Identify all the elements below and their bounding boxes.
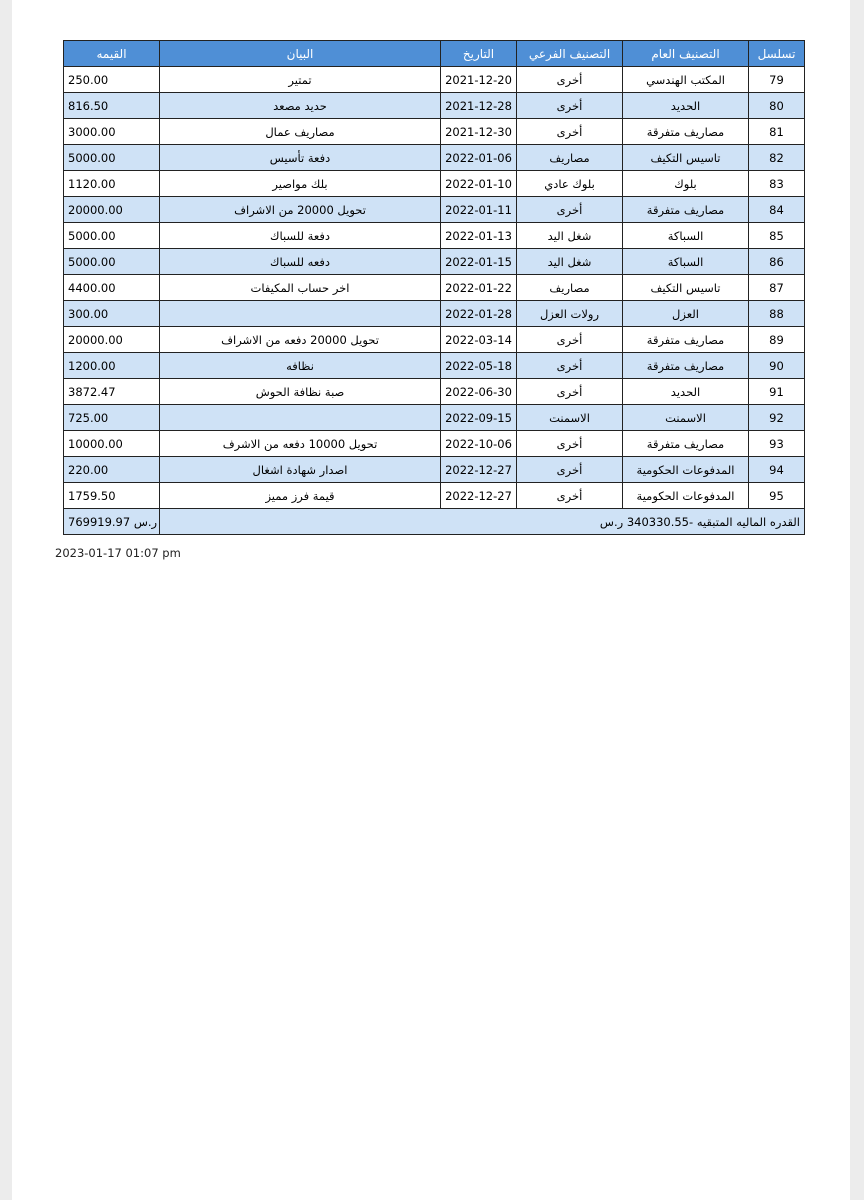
table-row [64, 353, 805, 379]
cell-category: المدفوعات الحكومية [623, 457, 749, 483]
cell-description [160, 405, 441, 431]
table-header-row [64, 41, 805, 67]
cell-subcategory: أخرى [517, 119, 623, 145]
printed-timestamp: 2023-01-17 01:07 pm [55, 546, 181, 560]
cell-subcategory: الاسمنت [517, 405, 623, 431]
cell-serial: 81 [749, 119, 805, 145]
cell-value: 1200.00 [64, 353, 160, 379]
cell-category: الحديد [623, 379, 749, 405]
cell-date: 2022-12-27 [441, 457, 517, 483]
table-row [64, 223, 805, 249]
cell-description [160, 301, 441, 327]
cell-value: 5000.00 [64, 249, 160, 275]
cell-value: 5000.00 [64, 223, 160, 249]
expenses-table [63, 40, 805, 535]
total-row [64, 509, 805, 535]
cell-category: الاسمنت [623, 405, 749, 431]
cell-description: تحويل 10000 دفعه من الاشرف [160, 431, 441, 457]
cell-subcategory: أخرى [517, 457, 623, 483]
cell-subcategory: أخرى [517, 67, 623, 93]
cell-value: 1120.00 [64, 171, 160, 197]
cell-subcategory: مصاريف [517, 275, 623, 301]
table-body [64, 67, 805, 535]
cell-value: 816.50 [64, 93, 160, 119]
cell-date: 2022-01-13 [441, 223, 517, 249]
cell-date: 2021-12-28 [441, 93, 517, 119]
cell-serial: 94 [749, 457, 805, 483]
table-row [64, 431, 805, 457]
cell-serial: 89 [749, 327, 805, 353]
cell-category: تاسيس التكيف [623, 145, 749, 171]
cell-description: تحويل 20000 دفعه من الاشراف [160, 327, 441, 353]
cell-description: مصاريف عمال [160, 119, 441, 145]
table-row [64, 171, 805, 197]
cell-category: مصاريف متفرقة [623, 197, 749, 223]
cell-subcategory: شغل اليد [517, 223, 623, 249]
cell-date: 2022-12-27 [441, 483, 517, 509]
cell-value: 3872.47 [64, 379, 160, 405]
cell-value: 220.00 [64, 457, 160, 483]
cell-value: 20000.00 [64, 327, 160, 353]
cell-subcategory: أخرى [517, 93, 623, 119]
table-row [64, 379, 805, 405]
cell-serial: 85 [749, 223, 805, 249]
cell-serial: 84 [749, 197, 805, 223]
cell-category: العزل [623, 301, 749, 327]
cell-value: 4400.00 [64, 275, 160, 301]
cell-date: 2021-12-20 [441, 67, 517, 93]
cell-category: المكتب الهندسي [623, 67, 749, 93]
table-row [64, 301, 805, 327]
table-row [64, 327, 805, 353]
cell-date: 2022-01-28 [441, 301, 517, 327]
cell-category: مصاريف متفرقة [623, 327, 749, 353]
cell-subcategory: أخرى [517, 327, 623, 353]
header-category: التصنيف العام [623, 41, 749, 67]
cell-serial: 91 [749, 379, 805, 405]
cell-value: 3000.00 [64, 119, 160, 145]
cell-description: بلك مواصير [160, 171, 441, 197]
cell-date: 2022-01-10 [441, 171, 517, 197]
cell-serial: 93 [749, 431, 805, 457]
cell-date: 2022-01-15 [441, 249, 517, 275]
cell-description: صبة نظافة الحوش [160, 379, 441, 405]
cell-value: 20000.00 [64, 197, 160, 223]
cell-serial: 95 [749, 483, 805, 509]
cell-description: دفعه للسباك [160, 249, 441, 275]
cell-value: 1759.50 [64, 483, 160, 509]
cell-subcategory: مصاريف [517, 145, 623, 171]
cell-serial: 87 [749, 275, 805, 301]
cell-serial: 79 [749, 67, 805, 93]
report-page [12, 0, 850, 1200]
remaining-balance: القدره الماليه المتبقيه -340330.55 ر.س [160, 509, 805, 535]
cell-serial: 83 [749, 171, 805, 197]
cell-category: السباكة [623, 223, 749, 249]
table-row [64, 145, 805, 171]
cell-value: 725.00 [64, 405, 160, 431]
table-row [64, 197, 805, 223]
cell-date: 2022-01-06 [441, 145, 517, 171]
cell-category: مصاريف متفرقة [623, 119, 749, 145]
cell-subcategory: بلوك عادي [517, 171, 623, 197]
cell-description: قيمة فرز مميز [160, 483, 441, 509]
header-value: القيمه [64, 41, 160, 67]
cell-description: نظافه [160, 353, 441, 379]
table-row [64, 119, 805, 145]
cell-date: 2021-12-30 [441, 119, 517, 145]
table-row [64, 405, 805, 431]
cell-serial: 82 [749, 145, 805, 171]
cell-serial: 88 [749, 301, 805, 327]
cell-subcategory: رولات العزل [517, 301, 623, 327]
header-subcategory: التصنيف الفرعي [517, 41, 623, 67]
cell-subcategory: شغل اليد [517, 249, 623, 275]
table-row [64, 275, 805, 301]
cell-value: 250.00 [64, 67, 160, 93]
cell-value: 300.00 [64, 301, 160, 327]
cell-category: تاسيس التكيف [623, 275, 749, 301]
cell-description: دفعة للسباك [160, 223, 441, 249]
cell-category: مصاريف متفرقة [623, 431, 749, 457]
cell-date: 2022-01-22 [441, 275, 517, 301]
table-row [64, 483, 805, 509]
cell-serial: 86 [749, 249, 805, 275]
cell-date: 2022-10-06 [441, 431, 517, 457]
table-row [64, 93, 805, 119]
cell-date: 2022-09-15 [441, 405, 517, 431]
header-date: التاريخ [441, 41, 517, 67]
cell-description: حديد مصعد [160, 93, 441, 119]
cell-description: اخر حساب المكيفات [160, 275, 441, 301]
cell-value: 5000.00 [64, 145, 160, 171]
cell-subcategory: أخرى [517, 431, 623, 457]
header-serial: تسلسل [749, 41, 805, 67]
cell-serial: 92 [749, 405, 805, 431]
cell-date: 2022-05-18 [441, 353, 517, 379]
table-row [64, 249, 805, 275]
cell-description: دفعة تأسيس [160, 145, 441, 171]
cell-value: 10000.00 [64, 431, 160, 457]
cell-subcategory: أخرى [517, 483, 623, 509]
total-sum: 769919.97 ر.س [64, 509, 160, 535]
cell-subcategory: أخرى [517, 379, 623, 405]
cell-serial: 90 [749, 353, 805, 379]
cell-category: مصاريف متفرقة [623, 353, 749, 379]
cell-description: تمتير [160, 67, 441, 93]
cell-category: الحديد [623, 93, 749, 119]
header-description: البيان [160, 41, 441, 67]
cell-category: بلوك [623, 171, 749, 197]
table-row [64, 457, 805, 483]
table-row [64, 67, 805, 93]
cell-description: اصدار شهادة اشغال [160, 457, 441, 483]
cell-date: 2022-03-14 [441, 327, 517, 353]
cell-subcategory: أخرى [517, 353, 623, 379]
cell-category: المدفوعات الحكومية [623, 483, 749, 509]
cell-date: 2022-06-30 [441, 379, 517, 405]
cell-serial: 80 [749, 93, 805, 119]
cell-subcategory: أخرى [517, 197, 623, 223]
cell-date: 2022-01-11 [441, 197, 517, 223]
cell-description: تحويل 20000 من الاشراف [160, 197, 441, 223]
cell-category: السباكة [623, 249, 749, 275]
